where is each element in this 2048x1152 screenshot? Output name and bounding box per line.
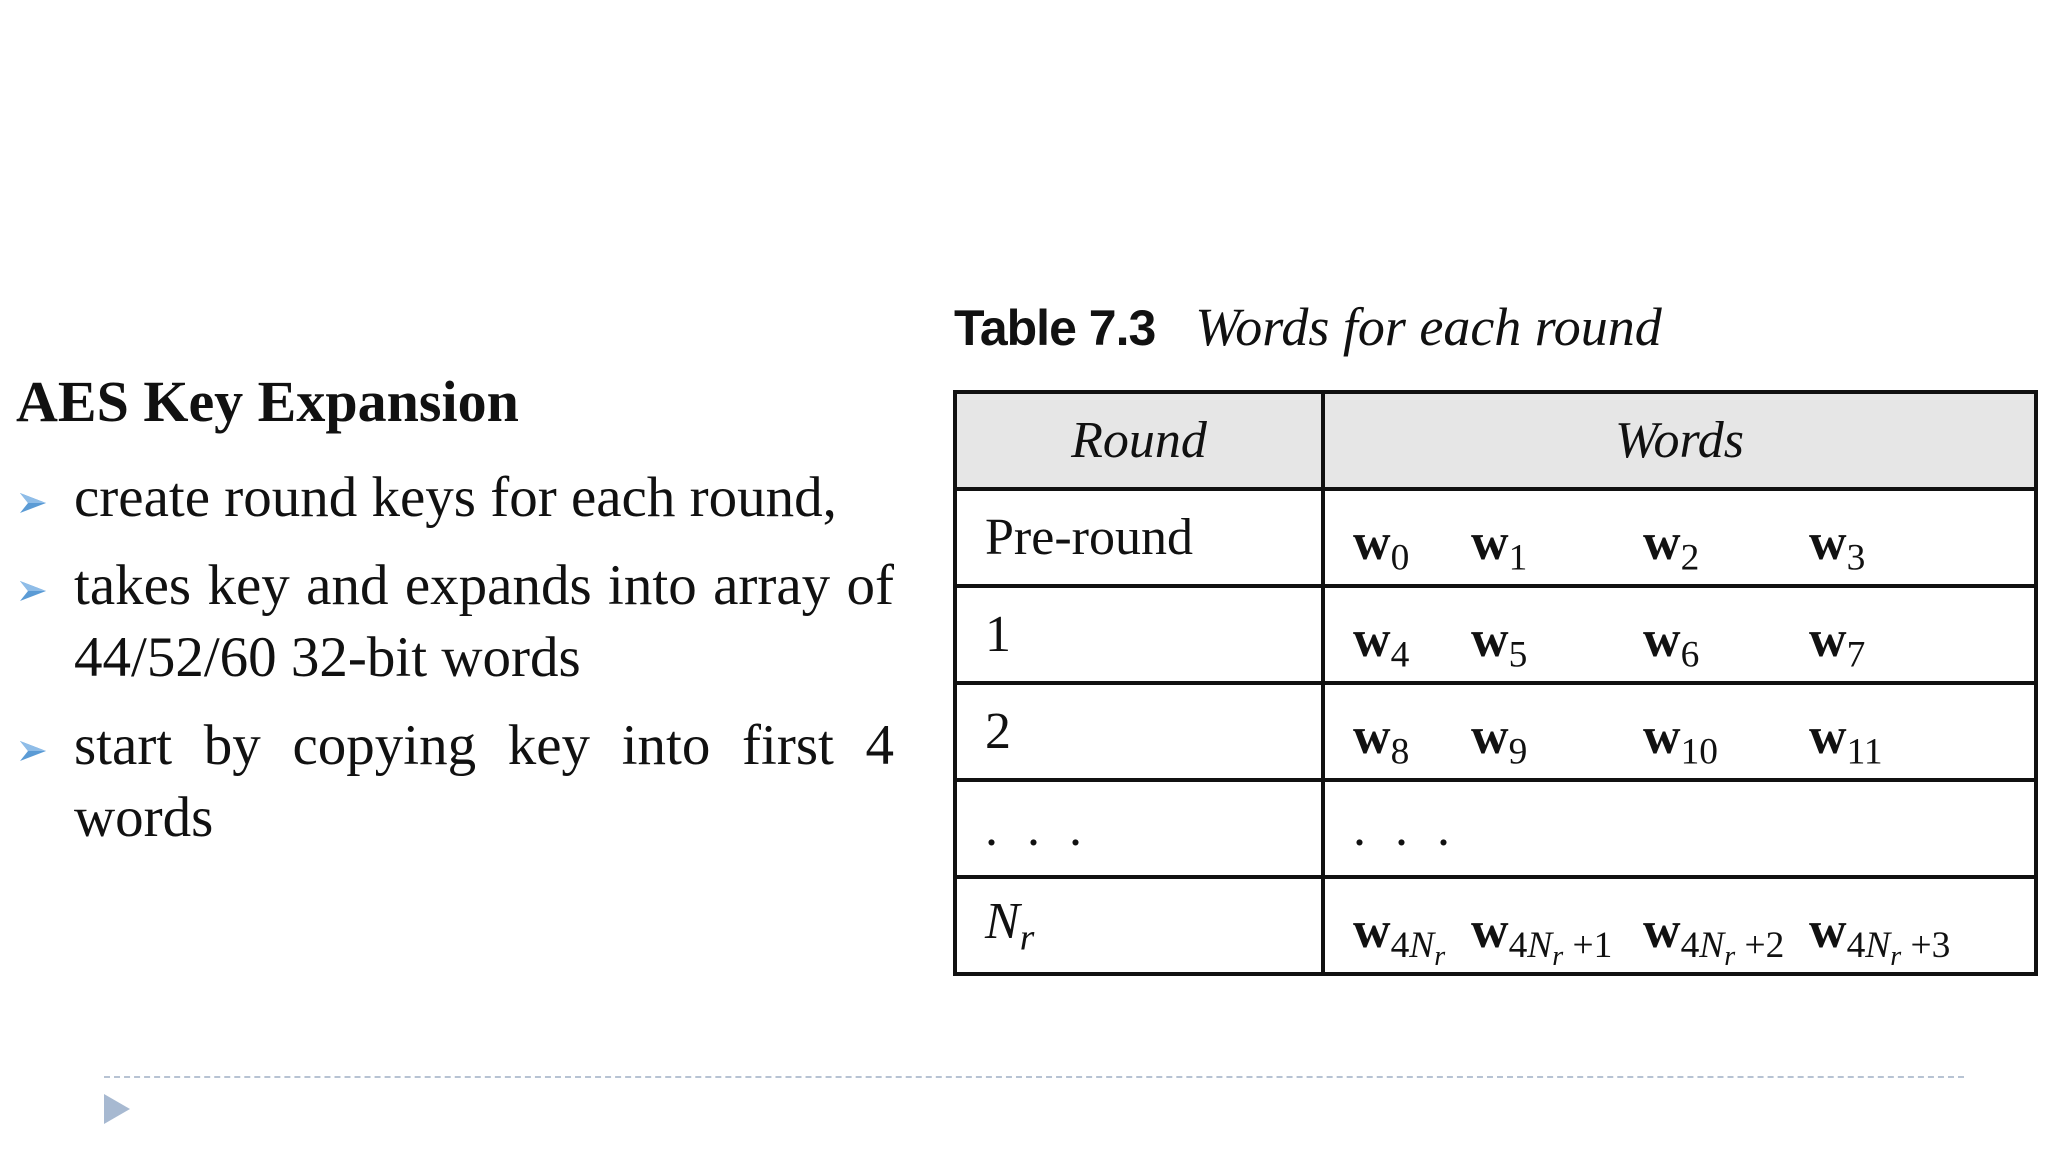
table-row (955, 683, 2036, 780)
word-w0 (1353, 610, 1410, 676)
table-caption-title: Words for each round (1195, 297, 1662, 357)
round-symbol-subscript: r (1019, 917, 1035, 959)
word-base: w (1643, 708, 1681, 765)
word-w3 (1809, 513, 1866, 579)
words-cell (1323, 489, 2036, 586)
play-triangle-icon (102, 1092, 132, 1126)
word-subscript: 4 (1390, 634, 1410, 676)
word-subscript: 11 (1846, 731, 1883, 773)
round-label: Pre-round (985, 509, 1193, 566)
word-w1 (1471, 901, 1613, 973)
bullet-item (16, 710, 894, 854)
slide-heading: AES Key Expansion (16, 369, 519, 434)
word-subscript: 4Nr +1 (1508, 925, 1613, 973)
word-w1 (1471, 707, 1528, 773)
column-header-words: Words (1323, 392, 2036, 489)
words-cell (1323, 780, 2036, 877)
bullet-list (16, 462, 894, 854)
word-base: w (1471, 708, 1509, 765)
round-symbol: N (985, 892, 1020, 950)
word-subscript: 10 (1680, 731, 1718, 773)
words-cell (1323, 683, 2036, 780)
word-subscript: 9 (1508, 731, 1528, 773)
bullet-item (16, 462, 894, 534)
word-subscript: 4Nr +2 (1680, 925, 1785, 973)
words-cell (1323, 877, 2036, 974)
bullet-item (16, 550, 894, 694)
word-subscript: 0 (1390, 537, 1410, 579)
word-base: w (1809, 514, 1847, 571)
column-header-round: Round (955, 392, 1323, 489)
table-caption (954, 297, 1662, 357)
round-cell (955, 489, 1323, 586)
word-w1 (1471, 513, 1528, 579)
word-subscript: 8 (1390, 731, 1410, 773)
table-row (955, 877, 2036, 974)
word-subscript: 2 (1680, 537, 1700, 579)
table-header-row (955, 392, 2036, 489)
word-subscript: 5 (1508, 634, 1528, 676)
round-cell (955, 780, 1323, 877)
word-w3 (1809, 707, 1883, 773)
word-base: w (1353, 708, 1391, 765)
word-base: w (1353, 611, 1391, 668)
word-base: w (1809, 902, 1847, 959)
word-w3 (1809, 901, 1951, 973)
round-label: . . . (985, 800, 1090, 857)
round-label: 1 (985, 606, 1011, 663)
word-w3 (1809, 610, 1866, 676)
word-w0 (1353, 901, 1446, 973)
word-w0 (1353, 513, 1410, 579)
word-base: w (1643, 611, 1681, 668)
word-subscript: 6 (1680, 634, 1700, 676)
bullet-text: create round keys for each round, (74, 466, 837, 529)
footer-divider (104, 1076, 1964, 1078)
word-base: w (1353, 902, 1391, 959)
table-row (955, 489, 2036, 586)
word-subscript: 4Nr +3 (1846, 925, 1951, 973)
words-ellipsis: . . . (1353, 800, 1458, 857)
word-w2 (1643, 707, 1718, 773)
word-base: w (1643, 902, 1681, 959)
word-w0 (1353, 707, 1410, 773)
word-w2 (1643, 610, 1700, 676)
round-cell (955, 877, 1323, 974)
round-label: 2 (985, 703, 1011, 760)
word-subscript: 7 (1846, 634, 1866, 676)
words-cell (1323, 586, 2036, 683)
bullet-arrow-icon (18, 580, 48, 602)
word-base: w (1643, 514, 1681, 571)
bullet-arrow-icon (18, 740, 48, 762)
table-body (955, 489, 2036, 974)
word-base: w (1353, 514, 1391, 571)
word-subscript: 3 (1846, 537, 1866, 579)
word-w2 (1643, 901, 1785, 973)
words-per-round-table (953, 390, 2038, 976)
table-row (955, 780, 2036, 877)
word-subscript: 1 (1508, 537, 1528, 579)
word-w2 (1643, 513, 1700, 579)
table-row (955, 586, 2036, 683)
table-caption-number: Table 7.3 (954, 300, 1156, 356)
round-cell (955, 586, 1323, 683)
word-subscript: 4Nr (1390, 925, 1446, 973)
word-base: w (1471, 611, 1509, 668)
round-cell (955, 683, 1323, 780)
word-base: w (1809, 708, 1847, 765)
bullet-arrow-icon (18, 492, 48, 514)
word-w1 (1471, 610, 1528, 676)
bullet-text: takes key and expands into array of 44/52/60 32-bit words (74, 554, 894, 689)
word-base: w (1809, 611, 1847, 668)
word-base: w (1471, 902, 1509, 959)
bullet-text: start by copying key into first 4 words (74, 714, 894, 849)
word-base: w (1471, 514, 1509, 571)
